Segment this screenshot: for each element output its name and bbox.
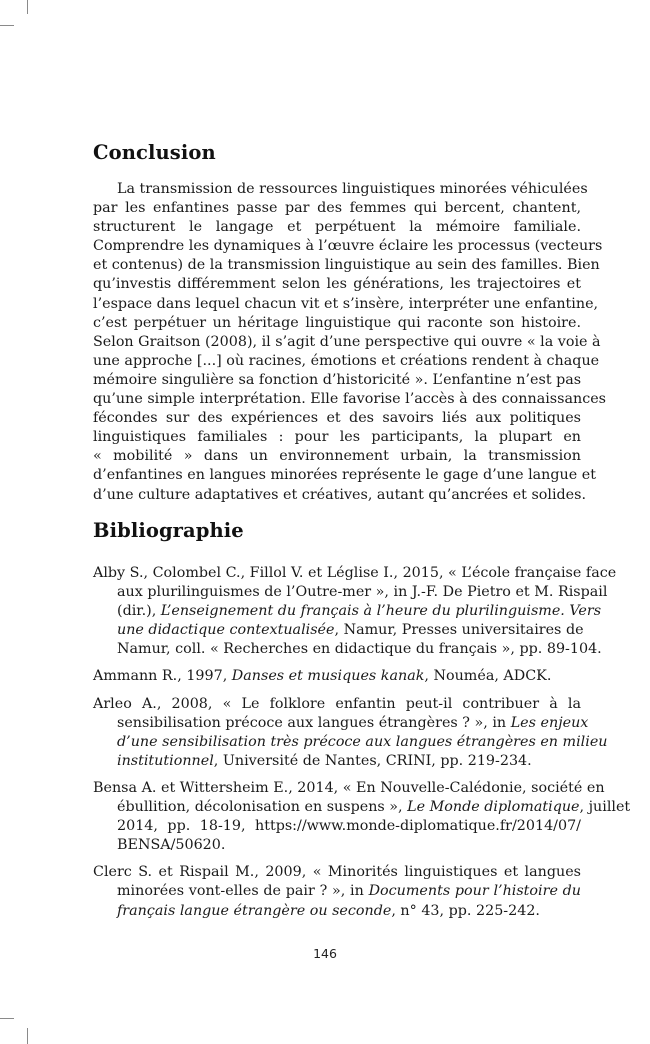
citation-text: , Nouméa, ADCK.	[424, 668, 552, 685]
citation-text: sensibilisation précoce aux langues étrangères ? », in	[117, 714, 511, 731]
conclusion-heading: Conclusion	[93, 141, 216, 164]
italic-title: une didactique contextualisée	[117, 622, 335, 639]
bibliography-line	[93, 667, 581, 686]
conclusion-line: d’enfantines en langues minorées représente le gage d’une langue et	[93, 467, 596, 484]
citation-text: ébullition, décolonisation en suspens »,	[117, 799, 408, 816]
bibliography-entry	[93, 564, 617, 659]
citation-text: Bensa A. et Wittersheim E., 2014, « En Nouvelle-Calédonie, société en	[93, 779, 605, 796]
italic-title: Le Monde diplomatique	[407, 799, 580, 816]
bibliography-line	[93, 640, 602, 659]
bibliography-heading: Bibliographie	[93, 519, 244, 542]
bibliography-list	[93, 564, 631, 921]
citation-text: , n° 43, pp. 225-242.	[391, 902, 540, 919]
italic-title: L’enseignement du français à l’heure du plurilinguisme. Vers	[160, 603, 602, 620]
italic-title: Danses et musiques kanak	[231, 668, 425, 685]
bibliography-line	[93, 779, 605, 798]
citation-text: Alby S., Colombel C., Fillol V. et Léglise I., 2015, « L’école française face	[93, 565, 617, 581]
bibliography-line	[93, 836, 581, 855]
citation-text: (dir.),	[117, 603, 161, 620]
bibliography-line	[93, 714, 589, 733]
citation-text: Ammann R., 1997,	[93, 668, 232, 685]
bibliography-line	[93, 817, 581, 836]
page-number: 146	[313, 946, 337, 961]
italic-title: d’une sensibilisation très précoce aux langues étrangères en milieu	[117, 733, 608, 750]
conclusion-line: par les enfantines passe par des femmes qui bercent, chantent,	[93, 200, 581, 217]
bibliography-line	[93, 564, 617, 583]
bibliography-line	[93, 621, 584, 640]
crop-mark	[0, 1018, 14, 1019]
conclusion-line: c’est perpétuer un héritage linguistique qui raconte son histoire.	[93, 314, 581, 331]
conclusion-line: Selon Graitson (2008), il s’agit d’une perspective qui ouvre « la voie à	[93, 333, 601, 350]
citation-text: , Namur, Presses universitaires de	[334, 622, 584, 639]
citation-text: minorées vont-elles de pair ? », in	[117, 883, 369, 900]
conclusion-paragraph	[93, 180, 607, 505]
citation-text: 2014, pp. 18-19, https://www.monde-diplomatique.fr/2014/07/	[117, 818, 581, 835]
conclusion-line: Comprendre les dynamiques à l’œuvre éclaire les processus (vecteurs	[93, 238, 603, 255]
conclusion-line: qu’investis différemment selon les générations, les trajectoires et	[93, 276, 581, 293]
crop-mark	[27, 0, 28, 14]
bibliography-line	[93, 863, 581, 882]
conclusion-line: linguistiques familiales : pour les participants, la plupart en	[93, 429, 581, 446]
conclusion-line: « mobilité » dans un environnement urbain, la transmission	[93, 448, 581, 465]
bibliography-entry	[93, 695, 608, 771]
italic-title: institutionnel	[117, 752, 214, 769]
conclusion-line: d’une culture adaptatives et créatives, autant qu’ancrées et solides.	[93, 486, 587, 503]
conclusion-line: La transmission de ressources linguistiques minorées véhiculées	[117, 181, 588, 197]
bibliography-entry	[93, 667, 581, 686]
conclusion-line: fécondes sur des expériences et des savoirs liés aux politiques	[93, 410, 581, 427]
citation-text: , juillet	[579, 799, 631, 816]
conclusion-line: structurent le langage et perpétuent la mémoire familiale.	[93, 219, 581, 236]
conclusion-line: une approche [...] où racines, émotions et créations rendent à chaque	[93, 352, 600, 369]
bibliography-line	[93, 602, 602, 621]
bibliography-line	[93, 798, 631, 817]
bibliography-line	[93, 695, 581, 714]
crop-mark	[27, 1028, 28, 1044]
citation-text: , Université de Nantes, CRINI, pp. 219-234.	[213, 752, 532, 769]
bibliography-entry	[93, 863, 581, 920]
conclusion-line: et contenus) de la transmission linguistique au sein des familles. Bien	[93, 257, 600, 274]
conclusion-line: l’espace dans lequel chacun vit et s’insère, interpréter une enfantine,	[93, 295, 599, 312]
citation-text: Namur, coll. « Recherches en didactique du français », pp. 89-104.	[117, 641, 602, 658]
bibliography-entry	[93, 779, 631, 855]
citation-text: Arleo A., 2008, « Le folklore enfantin peut-il contribuer à la	[93, 695, 581, 712]
conclusion-line: mémoire singulière sa fonction d’historicité ». L’enfantine n’est pas	[93, 371, 582, 388]
bibliography-line	[93, 583, 608, 602]
italic-title: Les enjeux	[510, 714, 589, 731]
bibliography-line	[93, 882, 581, 901]
citation-text: Clerc S. et Rispail M., 2009, « Minorités linguistiques et langues	[93, 864, 581, 881]
citation-text: BENSA/50620.	[117, 837, 226, 854]
bibliography-line	[93, 752, 581, 771]
conclusion-line: qu’une simple interprétation. Elle favorise l’accès à des connaissances	[93, 391, 607, 408]
italic-title: français langue étrangère ou seconde	[117, 902, 392, 919]
bibliography-line	[93, 902, 581, 921]
italic-title: Documents pour l’histoire du	[368, 883, 582, 900]
bibliography-line	[93, 733, 608, 752]
crop-mark	[0, 25, 14, 26]
citation-text: aux plurilinguismes de l’Outre-mer », in J.-F. De Pietro et M. Rispail	[117, 584, 608, 601]
